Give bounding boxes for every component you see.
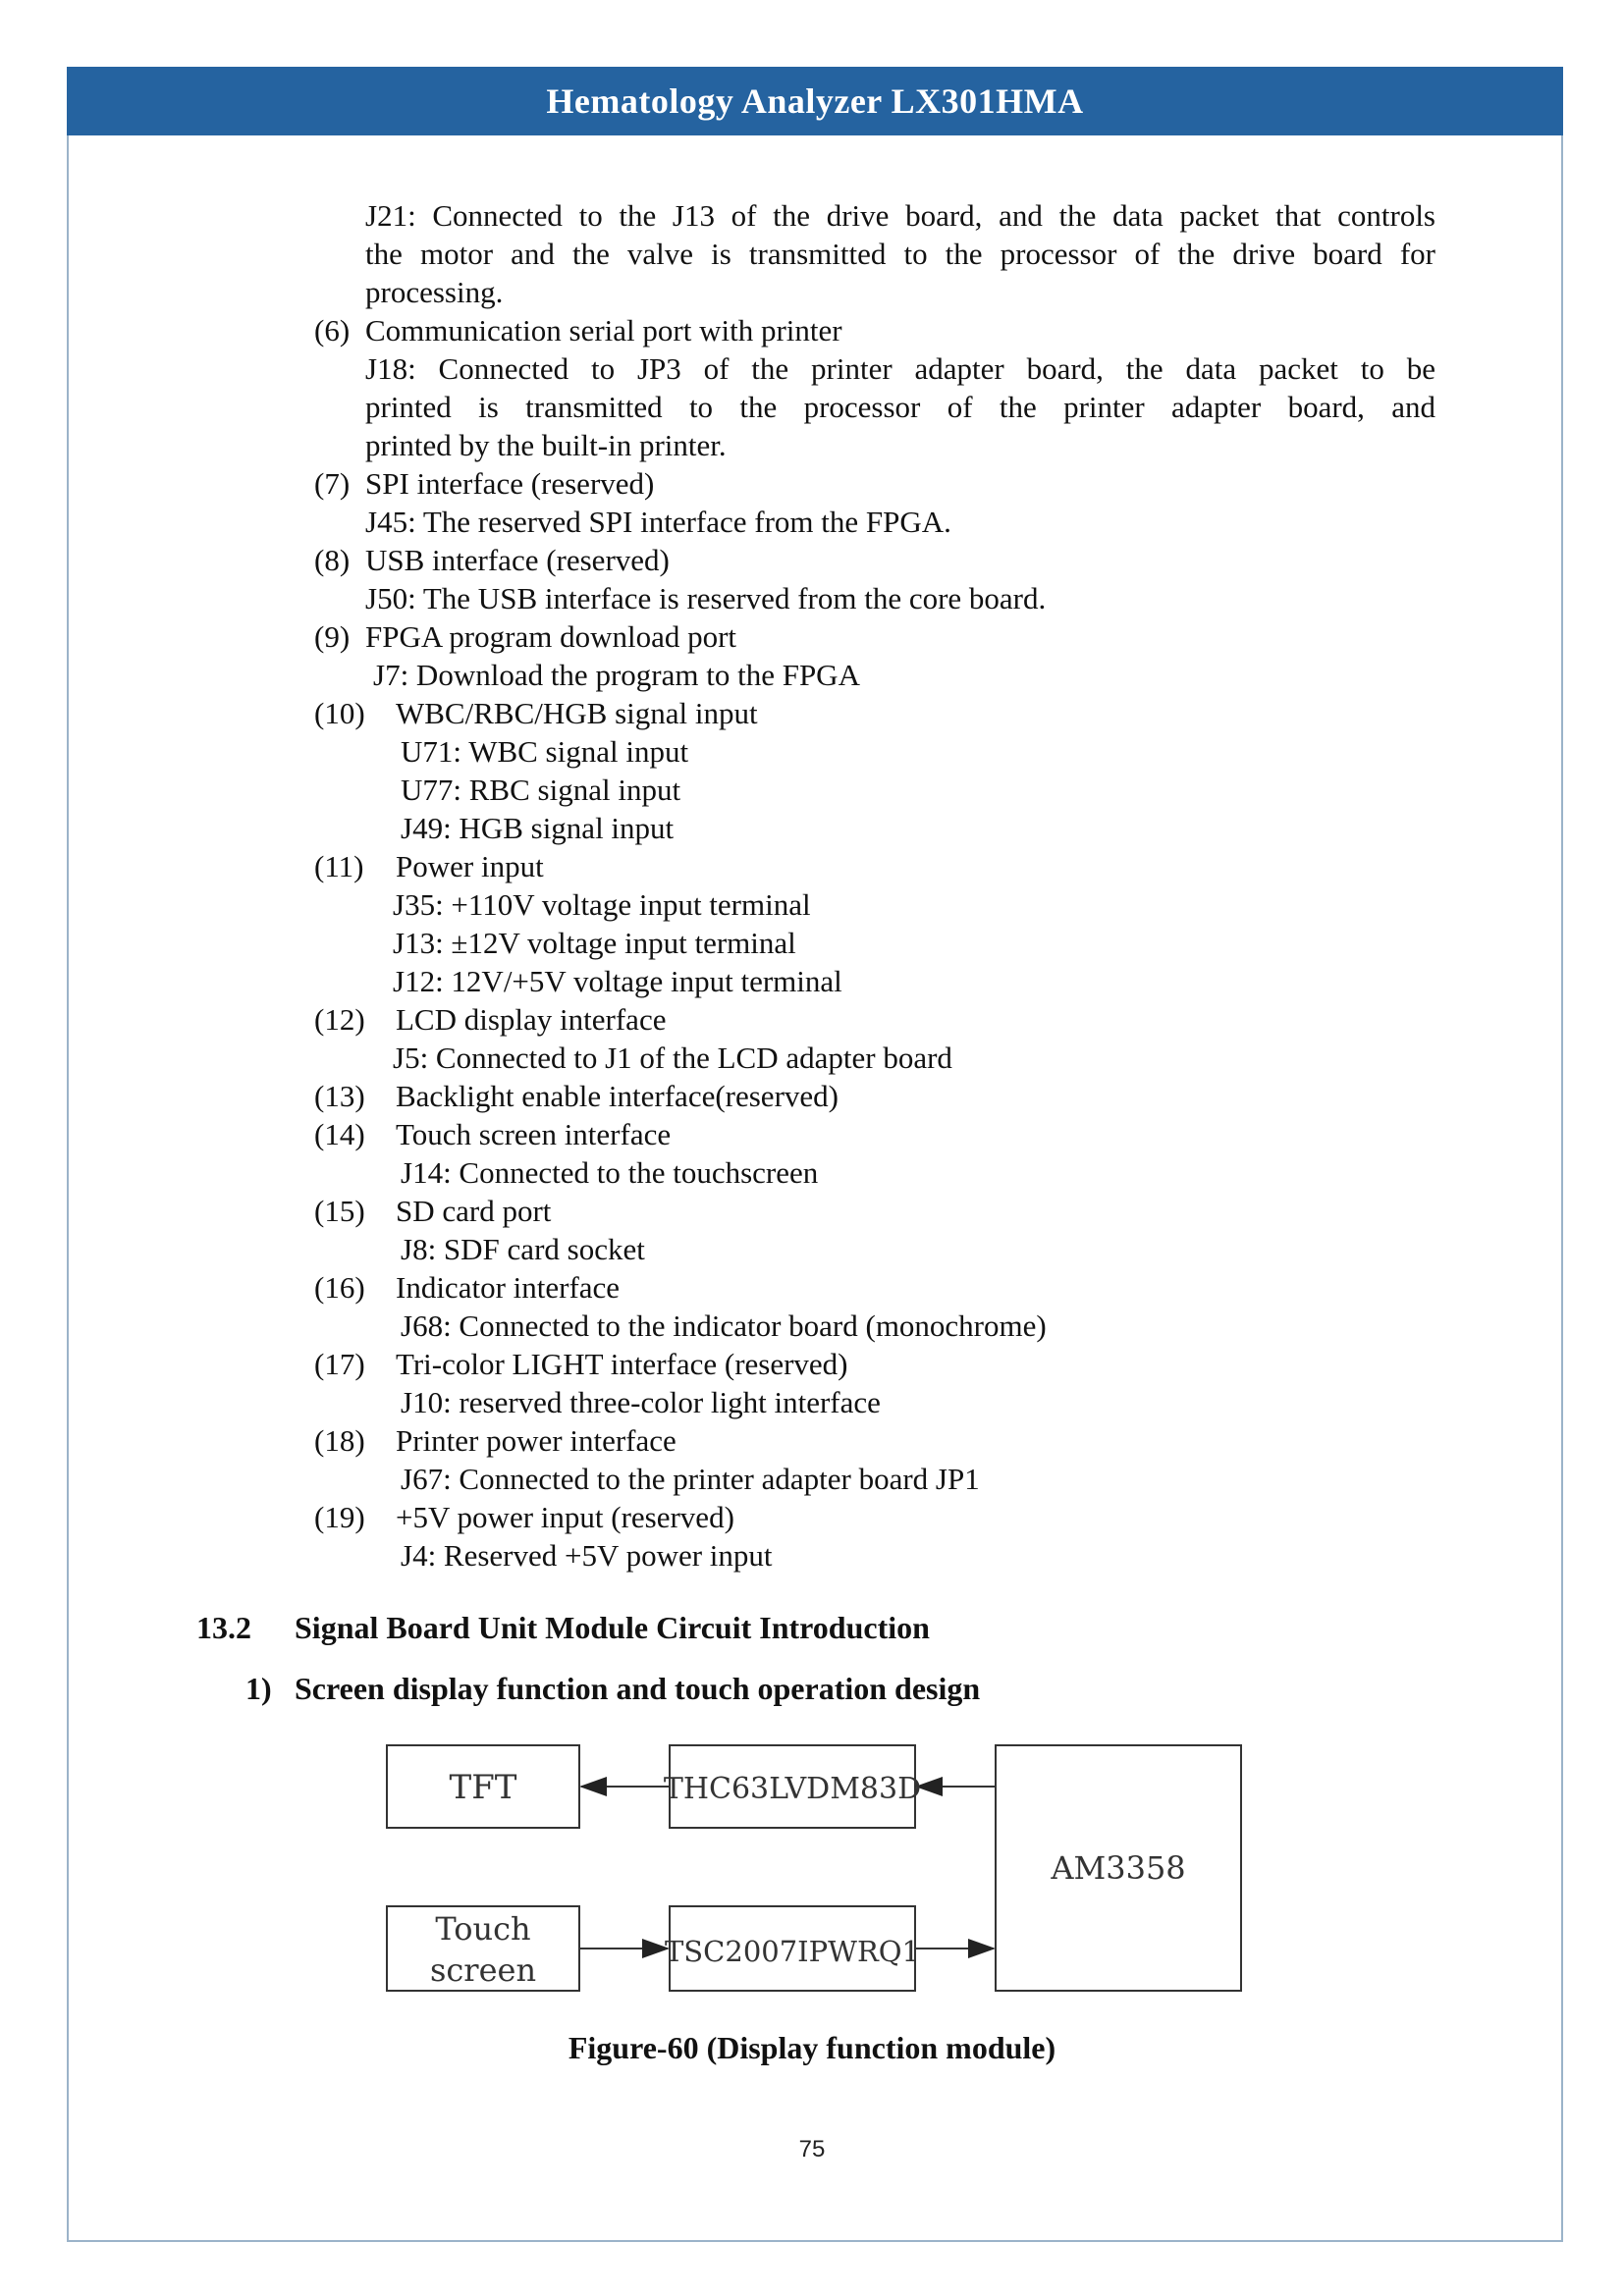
text-line: processing.: [365, 275, 504, 309]
subsection-number: 1): [245, 1671, 272, 1706]
item-detail: U77: RBC signal input: [401, 773, 681, 807]
item-title: Touch screen interface: [396, 1117, 672, 1151]
item-title: Printer power interface: [396, 1423, 677, 1458]
subsection-heading: [245, 1671, 980, 1707]
subsection-title: Screen display function and touch operation design: [295, 1671, 981, 1706]
item-detail: J7: Download the program to the FPGA: [373, 658, 860, 692]
page-number: 75: [798, 2136, 826, 2163]
item-number: (6): [314, 313, 351, 347]
item-number: (18): [314, 1423, 365, 1458]
item-title: WBC/RBC/HGB signal input: [396, 696, 758, 730]
item-title: SPI interface (reserved): [365, 466, 655, 501]
item-number: (13): [314, 1079, 365, 1113]
j21-paragraph: [365, 196, 1435, 311]
item-detail: J12: 12V/+5V voltage input terminal: [393, 964, 842, 998]
item-detail: J4: Reserved +5V power input: [401, 1538, 773, 1573]
touch-label-line2: screen: [429, 1951, 537, 1989]
section-heading: [196, 1610, 930, 1646]
item-number: (17): [314, 1347, 365, 1381]
item-number: (16): [314, 1270, 365, 1305]
text-line: J21: Connected to the J13 of the drive board, and the data packet that controls: [365, 198, 1435, 233]
item-detail: J67: Connected to the printer adapter board JP1: [401, 1462, 980, 1496]
text-line: J18: Connected to JP3 of the printer adapter board, the data packet to be: [365, 351, 1435, 386]
item-title: +5V power input (reserved): [396, 1500, 734, 1534]
item-number: (8): [314, 543, 351, 577]
item-detail: J13: ±12V voltage input terminal: [393, 926, 796, 960]
item-title: Backlight enable interface(reserved): [396, 1079, 839, 1113]
item-number: (19): [314, 1500, 365, 1534]
text-line: printed is transmitted to the processor of the printer adapter board, and: [365, 390, 1435, 424]
item-detail: J5: Connected to J1 of the LCD adapter board: [393, 1041, 952, 1075]
j18-paragraph: [365, 349, 1435, 464]
item-title: Communication serial port with printer: [365, 313, 842, 347]
section-number: 13.2: [196, 1610, 251, 1645]
item-detail: J50: The USB interface is reserved from the core board.: [365, 581, 1047, 615]
item-title: Indicator interface: [396, 1270, 621, 1305]
item-title: Tri-color LIGHT interface (reserved): [396, 1347, 848, 1381]
document-header: [67, 67, 1563, 135]
tft-label: TFT: [449, 1768, 517, 1807]
item-number: (7): [314, 466, 351, 501]
item-title: FPGA program download port: [365, 619, 737, 654]
section-title: Signal Board Unit Module Circuit Introduction: [295, 1610, 930, 1645]
item-detail: J10: reserved three-color light interface: [401, 1385, 881, 1419]
item-number: (9): [314, 619, 351, 654]
item-title: SD card port: [396, 1194, 552, 1228]
item-detail: J49: HGB signal input: [401, 811, 675, 845]
item-title: LCD display interface: [396, 1002, 667, 1037]
item-number: (12): [314, 1002, 365, 1037]
processor-label: AM3358: [1051, 1849, 1186, 1887]
text-line: the motor and the valve is transmitted to the processor of the drive board for: [365, 237, 1435, 271]
figure-caption: Figure-60 (Display function module): [568, 2030, 1056, 2065]
item-number: (15): [314, 1194, 365, 1228]
item-detail: J8: SDF card socket: [401, 1232, 645, 1266]
item-detail: U71: WBC signal input: [401, 734, 689, 769]
item-title: USB interface (reserved): [365, 543, 670, 577]
text-line: printed by the built-in printer.: [365, 428, 727, 462]
item-number: (10): [314, 696, 365, 730]
item-number: (14): [314, 1117, 365, 1151]
item-detail: J35: +110V voltage input terminal: [393, 887, 811, 922]
touch-label-line1: Touch: [435, 1910, 531, 1948]
item-title: Power input: [396, 849, 544, 883]
item-detail: J45: The reserved SPI interface from the FPGA.: [365, 505, 951, 539]
document-title: Hematology Analyzer LX301HMA: [546, 81, 1084, 121]
display-function-diagram: [383, 1737, 1247, 1993]
item-detail: J14: Connected to the touchscreen: [401, 1155, 819, 1190]
lvds-label: THC63LVDM83D: [663, 1772, 922, 1806]
touch-controller-label: TSC2007IPWRQ1: [664, 1935, 921, 1968]
item-number: (11): [314, 849, 364, 883]
item-detail: J68: Connected to the indicator board (monochrome): [401, 1308, 1047, 1343]
